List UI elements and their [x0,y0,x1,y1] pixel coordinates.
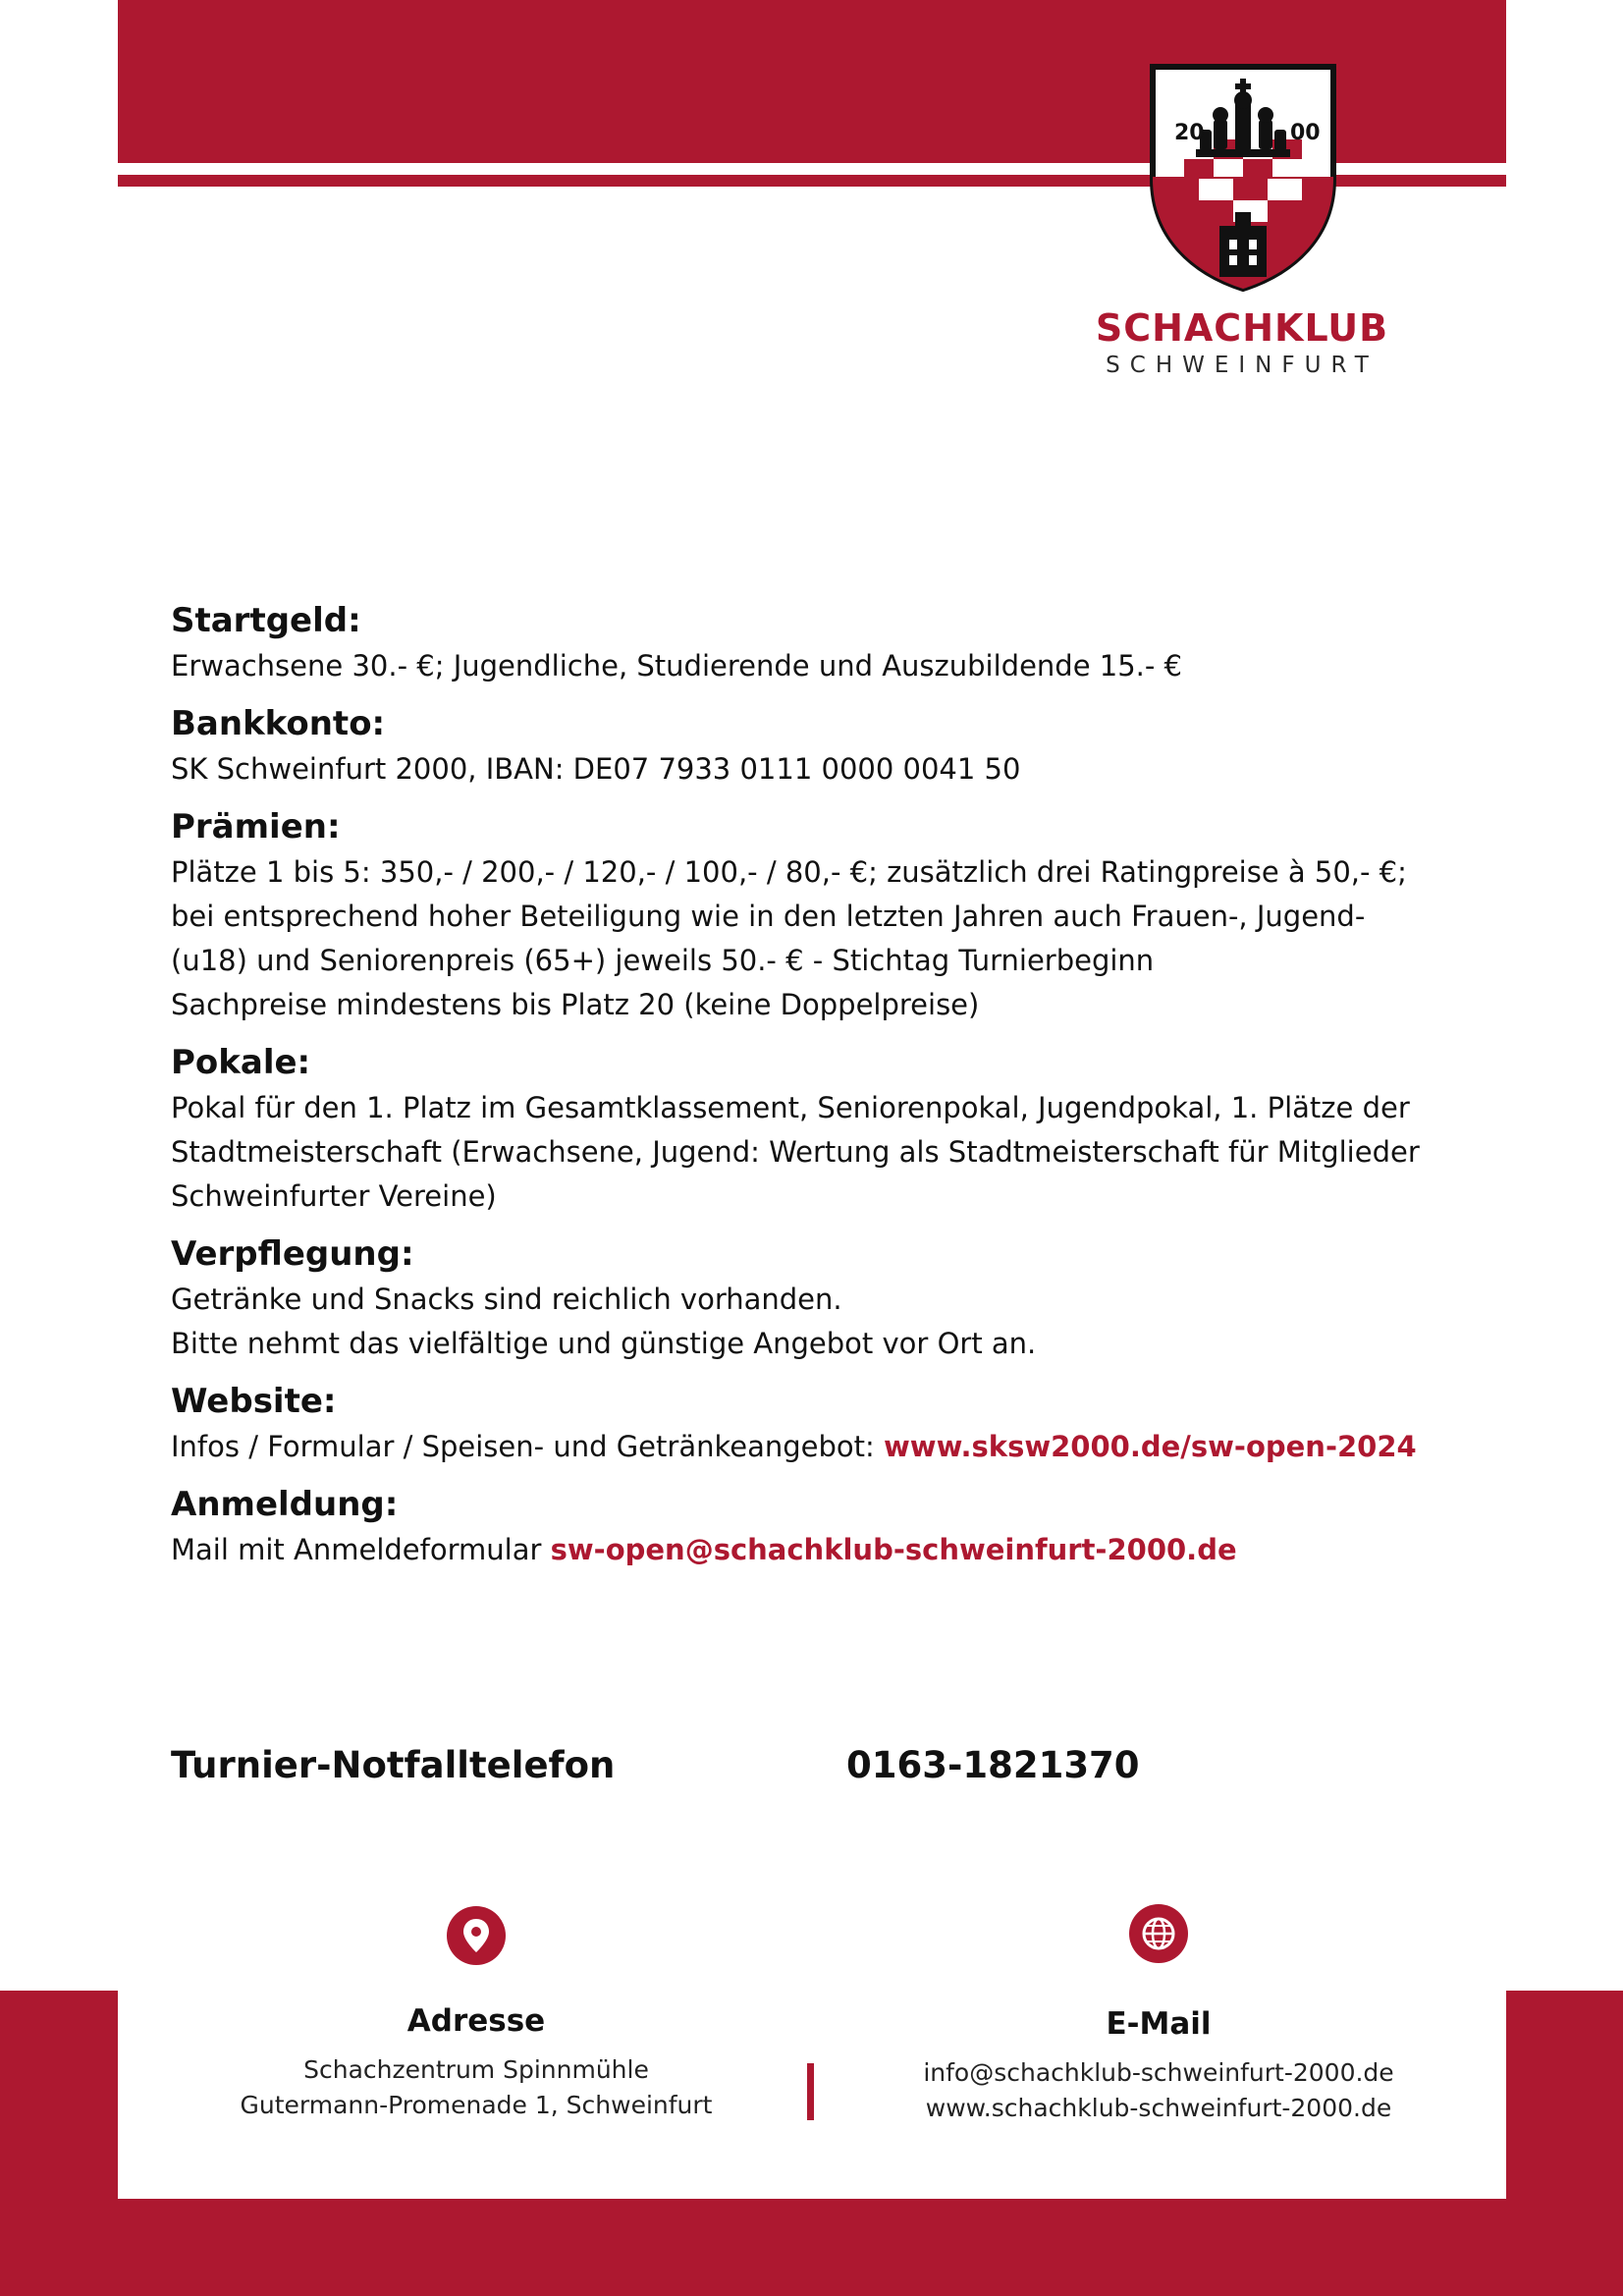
brand-name: SCHACHKLUB [1095,306,1389,350]
emergency-phone-row [171,1744,1349,1803]
pokale-text: Pokal für den 1. Platz im Gesamtklassement, Seniorenpokal, Jugendpokal, 1. Plätze der Stadtmeisterschaft (Erwachsene, Jugend: Wertung als Stadtmeisterschaft für Mitglieder Schweinfurter Vereine) [171,1091,1420,1213]
website-link[interactable]: www.sksw2000.de/sw-open-2024 [883,1430,1417,1463]
startgeld-heading: Startgeld: [171,601,361,640]
section-anmeldung [171,1481,1467,1572]
website-text: Infos / Formular / Speisen- und Getränkeangebot: [171,1430,884,1463]
anmeldung-text: Mail mit Anmeldeformular [171,1533,551,1566]
verpflegung-heading: Verpflegung: [171,1234,414,1274]
address-line-1: Schachzentrum Spinnmühle [303,2055,649,2084]
website-line [171,1425,1467,1469]
footer-divider [807,2063,814,2120]
startgeld-text: Erwachsene 30.- €; Jugendliche, Studierende und Auszubildende 15.- € [171,649,1183,683]
praemien-heading: Prämien: [171,807,341,847]
anmeldung-email-link[interactable]: sw-open@schachklub-schweinfurt-2000.de [550,1533,1237,1566]
pokale-heading: Pokale: [171,1043,311,1082]
info-content [171,597,1467,1584]
footer-address [182,2003,771,2123]
location-pin-icon [447,1906,506,1965]
bankkonto-heading: Bankkonto: [171,704,386,743]
club-logo [1080,61,1404,385]
address-title: Adresse [406,2003,546,2039]
footer-email [864,2006,1453,2126]
anmeldung-heading: Anmeldung: [171,1485,399,1524]
brand-city: SCHWEINFURT [1106,353,1379,378]
crest-year-left: 20 [1174,121,1205,145]
crest-year-right: 00 [1290,121,1321,145]
verpflegung-text: Getränke und Snacks sind reichlich vorhanden. Bitte nehmt das vielfältige und günstige Angebot vor Ort an. [171,1283,1037,1360]
section-website [171,1378,1467,1469]
globe-icon [1129,1904,1188,1963]
address-line-2: Gutermann-Promenade 1, Schweinfurt [240,2091,713,2119]
email-address[interactable]: info@schachklub-schweinfurt-2000.de [923,2058,1394,2087]
club-crest-icon [1145,61,1341,297]
praemien-text: Plätze 1 bis 5: 350,- / 200,- / 120,- / 100,- / 80,- €; zusätzlich drei Ratingpreise à 50,- €; bei entsprechend hoher Beteiligung wie in den letzten Jahren auch Frauen-, Jugend- (u18) und Seniorenpreis (65+) jeweils 50.- € - Stichtag Turnierbeginn Sachpreise mindestens bis Platz 20 (keine Doppelpreise) [171,855,1407,1021]
anmeldung-line [171,1528,1467,1572]
section-praemien [171,803,1467,1027]
website-url[interactable]: www.schachklub-schweinfurt-2000.de [925,2094,1392,2122]
section-bankkonto [171,700,1467,792]
website-heading: Website: [171,1382,337,1421]
bankkonto-text: SK Schweinfurt 2000, IBAN: DE07 7933 0111 0000 0041 50 [171,752,1021,786]
section-startgeld [171,597,1467,688]
emergency-phone-label: Turnier-Notfalltelefon [171,1744,616,1786]
section-verpflegung [171,1230,1467,1366]
section-pokale [171,1039,1467,1219]
email-title: E-Mail [1106,2006,1212,2042]
emergency-phone-number[interactable]: 0163-1821370 [846,1744,1140,1786]
